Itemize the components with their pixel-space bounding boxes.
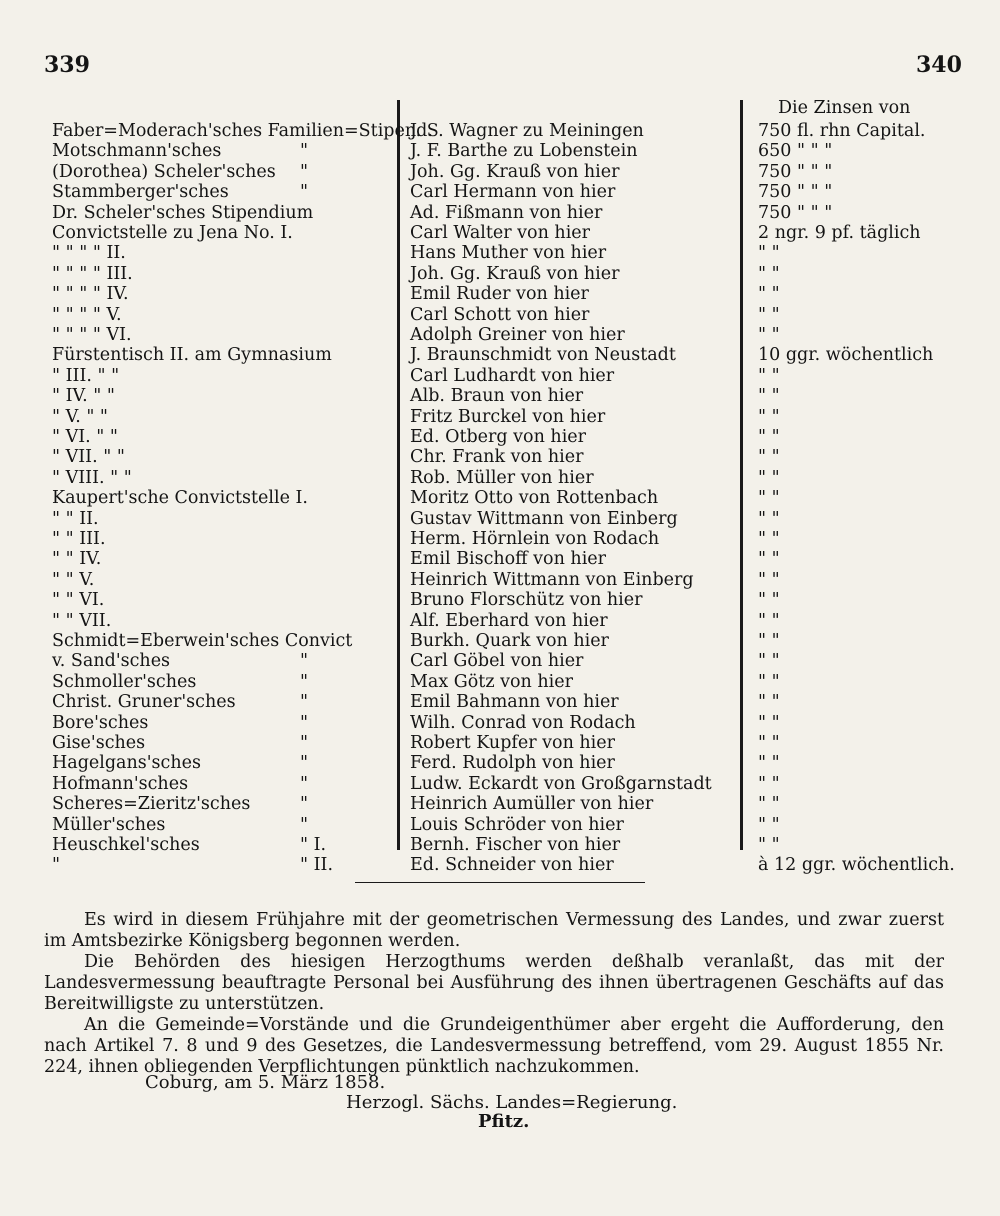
amount: " " — [758, 386, 780, 406]
holder-name: Moritz Otto von Rottenbach — [410, 488, 659, 508]
amount: 2 ngr. 9 pf. täglich — [758, 223, 921, 243]
ditto-mark: " — [300, 692, 309, 712]
amount: " " — [758, 774, 780, 794]
ditto-mark: " — [300, 774, 309, 794]
stipend-name: " IV. " " — [52, 386, 115, 406]
page-number-left: 339 — [44, 52, 90, 78]
stipend-name: " III. " " — [52, 366, 120, 386]
holder-name: Alb. Braun von hier — [410, 386, 584, 406]
holder-name: J. S. Wagner zu Meiningen — [410, 121, 644, 141]
holder-name: Emil Ruder von hier — [410, 284, 589, 304]
amount: " " — [758, 733, 780, 753]
holder-name: Carl Walter von hier — [410, 223, 591, 243]
holder-name: Ed. Otberg von hier — [410, 427, 587, 447]
amount: " " — [758, 672, 780, 692]
amount: " " — [758, 713, 780, 733]
amount: " " — [758, 631, 780, 651]
amount: " " — [758, 468, 780, 488]
stipend-name: Dr. Scheler'sches Stipendium — [52, 203, 314, 223]
place-date: Coburg, am 5. März 1858. — [145, 1072, 386, 1093]
amount: " " — [758, 243, 780, 263]
holder-name: Emil Bahmann von hier — [410, 692, 619, 712]
table-end-rule — [355, 882, 645, 883]
notice-text — [44, 910, 944, 1078]
holder-name: Ferd. Rudolph von hier — [410, 753, 615, 773]
ditto-mark: " — [300, 162, 309, 182]
stipend-name: " " " " III. — [52, 264, 133, 284]
amount: 750 " " " — [758, 182, 833, 202]
amount: 750 fl. rhn Capital. — [758, 121, 926, 141]
notice-paragraph-1: Es wird in diesem Frühjahre mit der geometrischen Vermessung des Landes, und zwar zuerst im Amtsbezirke Königsberg begonnen werden. — [44, 910, 944, 951]
amount: " " — [758, 325, 780, 345]
amount: " " — [758, 590, 780, 610]
holder-name: Hans Muther von hier — [410, 243, 607, 263]
stipend-name: " " " " VI. — [52, 325, 132, 345]
amount: " " — [758, 305, 780, 325]
holder-name: Joh. Gg. Krauß von hier — [410, 162, 620, 182]
stipend-name: " " V. — [52, 570, 95, 590]
stipend-name: Schmidt=Eberwein'sches Convict — [52, 631, 353, 651]
amount: " " — [758, 815, 780, 835]
ditto-mark: " — [300, 651, 309, 671]
amount: " " — [758, 427, 780, 447]
holder-name: Carl Hermann von hier — [410, 182, 616, 202]
holder-name: Carl Göbel von hier — [410, 651, 584, 671]
stipend-name: Stammberger'sches — [52, 182, 229, 202]
amount: " " — [758, 692, 780, 712]
amount: 750 " " " — [758, 162, 833, 182]
stipend-name: v. Sand'sches — [52, 651, 171, 671]
amount: 10 ggr. wöchentlich — [758, 345, 934, 365]
column-divider-left — [397, 100, 400, 850]
holder-name: Bernh. Fischer von hier — [410, 835, 621, 855]
amount: " " — [758, 794, 780, 814]
holder-name: Chr. Frank von hier — [410, 447, 584, 467]
amount: " " — [758, 611, 780, 631]
holder-name: Heinrich Aumüller von hier — [410, 794, 654, 814]
ditto-mark: " — [300, 182, 309, 202]
amount: " " — [758, 447, 780, 467]
holder-name: Adolph Greiner von hier — [410, 325, 625, 345]
ditto-mark: " — [300, 141, 309, 161]
holder-name: Rob. Müller von hier — [410, 468, 594, 488]
stipend-name: Motschmann'sches — [52, 141, 222, 161]
amount: " " — [758, 264, 780, 284]
amount: " " — [758, 407, 780, 427]
stipend-name: Gise'sches — [52, 733, 146, 753]
holder-name: J. Braunschmidt von Neustadt — [410, 345, 676, 365]
ditto-mark: " I. — [300, 835, 327, 855]
holder-name: Gustav Wittmann von Einberg — [410, 509, 678, 529]
ditto-mark: " — [300, 815, 309, 835]
holder-name: Carl Schott von hier — [410, 305, 590, 325]
ditto-mark: " — [300, 753, 309, 773]
amount: " " — [758, 529, 780, 549]
amount: " " — [758, 366, 780, 386]
amount: " " — [758, 753, 780, 773]
stipend-name: " VII. " " — [52, 447, 125, 467]
amount: " " — [758, 570, 780, 590]
holder-name: Emil Bischoff von hier — [410, 549, 607, 569]
stipend-name: " " " " II. — [52, 243, 126, 263]
amount: " " — [758, 488, 780, 508]
stipend-name: Kaupert'sche Convictstelle I. — [52, 488, 308, 508]
holder-name: Herm. Hörnlein von Rodach — [410, 529, 660, 549]
notice-paragraph-3: An die Gemeinde=Vorstände und die Grundeigenthümer aber ergeht die Aufforderung, den nach Artikel 7. 8 und 9 des Gesetzes, die Landesvermessung betreffend, vom 29. August 1855 Nr. 224, ihnen obliegenden Verpflichtungen pünktlich nachzukommen. — [44, 1015, 944, 1077]
stipend-name: " " " " IV. — [52, 284, 129, 304]
stipend-name: " " VI. — [52, 590, 105, 610]
holder-name: Ad. Fißmann von hier — [410, 203, 603, 223]
amount: " " — [758, 509, 780, 529]
amount: " " — [758, 549, 780, 569]
stipend-name: " " III. — [52, 529, 106, 549]
stipend-name: " — [52, 855, 61, 875]
ditto-mark: " — [300, 713, 309, 733]
amount: 650 " " " — [758, 141, 833, 161]
stipend-name: Heuschkel'sches — [52, 835, 200, 855]
holder-name: Carl Ludhardt von hier — [410, 366, 615, 386]
stipend-name: Convictstelle zu Jena No. I. — [52, 223, 293, 243]
amount: " " — [758, 284, 780, 304]
holder-name: Burkh. Quark von hier — [410, 631, 609, 651]
holder-name: Alf. Eberhard von hier — [410, 611, 608, 631]
issuing-authority: Herzogl. Sächs. Landes=Regierung. — [346, 1092, 678, 1113]
stipend-name: Bore'sches — [52, 713, 149, 733]
amount: " " — [758, 835, 780, 855]
stipend-name: " " VII. — [52, 611, 112, 631]
stipend-name: Hofmann'sches — [52, 774, 189, 794]
ditto-mark: " — [300, 672, 309, 692]
stipend-name: " " IV. — [52, 549, 102, 569]
stipend-name: Müller'sches — [52, 815, 166, 835]
amount: " " — [758, 651, 780, 671]
holder-name: Heinrich Wittmann von Einberg — [410, 570, 694, 590]
notice-paragraph-2: Die Behörden des hiesigen Herzogthums werden deßhalb veranlaßt, das mit der Landesvermessung beauftragte Personal bei Ausführung des ihnen übertragenen Geschäfts auf das Bereitwilligste zu unterstützen. — [44, 952, 944, 1014]
holder-name: Louis Schröder von hier — [410, 815, 624, 835]
stipend-name: " VI. " " — [52, 427, 118, 447]
holder-name: Joh. Gg. Krauß von hier — [410, 264, 620, 284]
holder-name: Ed. Schneider von hier — [410, 855, 614, 875]
holder-name: J. F. Barthe zu Lobenstein — [410, 141, 638, 161]
amount: 750 " " " — [758, 203, 833, 223]
amount: à 12 ggr. wöchentlich. — [758, 855, 955, 875]
stipend-name: " VIII. " " — [52, 468, 132, 488]
interest-header: Die Zinsen von — [778, 98, 911, 118]
stipend-name: Fürstentisch II. am Gymnasium — [52, 345, 332, 365]
stipend-name: Schmoller'sches — [52, 672, 197, 692]
stipend-name: Scheres=Zieritz'sches — [52, 794, 251, 814]
stipend-name: Hagelgans'sches — [52, 753, 201, 773]
column-divider-right — [740, 100, 743, 850]
ditto-mark: " — [300, 733, 309, 753]
holder-name: Wilh. Conrad von Rodach — [410, 713, 636, 733]
holder-name: Ludw. Eckardt von Großgarnstadt — [410, 774, 712, 794]
signature: Pfitz. — [478, 1111, 530, 1132]
stipend-name: (Dorothea) Scheler'sches — [52, 162, 276, 182]
ditto-mark: " II. — [300, 855, 334, 875]
page-number-right: 340 — [916, 52, 962, 78]
stipend-name: " " " " V. — [52, 305, 122, 325]
holder-name: Robert Kupfer von hier — [410, 733, 616, 753]
holder-name: Bruno Florschütz von hier — [410, 590, 643, 610]
stipend-name: " V. " " — [52, 407, 108, 427]
stipend-name: " " II. — [52, 509, 99, 529]
holder-name: Max Götz von hier — [410, 672, 573, 692]
ditto-mark: " — [300, 794, 309, 814]
stipend-name: Faber=Moderach'sches Familien=Stipend. — [52, 121, 433, 141]
holder-name: Fritz Burckel von hier — [410, 407, 606, 427]
stipend-name: Christ. Gruner'sches — [52, 692, 236, 712]
